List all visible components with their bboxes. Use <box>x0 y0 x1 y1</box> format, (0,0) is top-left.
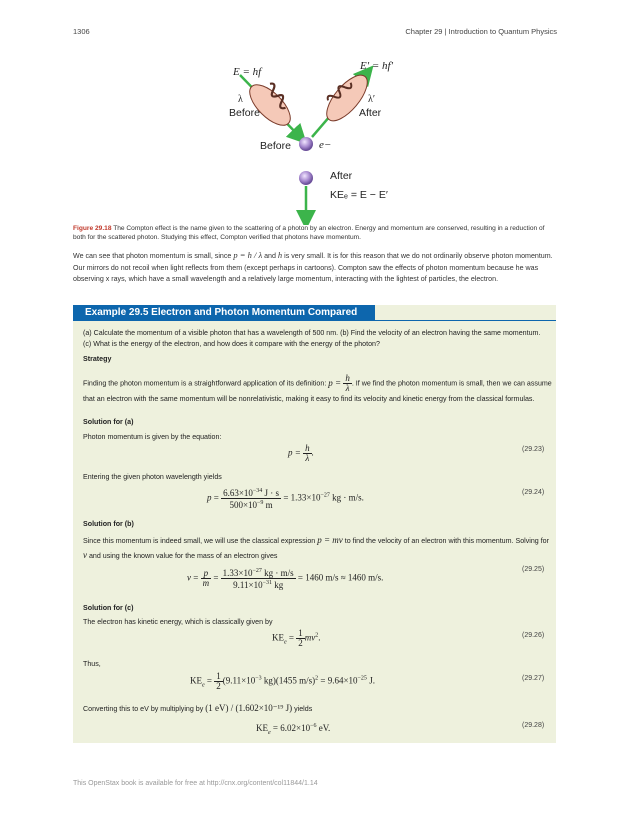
solution-a-text-2: Entering the given photon wavelength yields <box>83 473 222 481</box>
example-title: Example 29.5 Electron and Photon Momentum Compared <box>73 305 375 321</box>
electron-before <box>299 137 313 151</box>
equation-29-26: $KE_e$ = $\frac{1}{2}$ $mv^2$. <box>272 628 321 648</box>
strategy-formula: p = $\frac{h}{\lambda}$ <box>328 373 350 393</box>
eqnum-29-24: (29.24) <box>522 489 545 496</box>
para-math-2: h <box>277 250 283 260</box>
solution-c-text-3 <box>83 703 312 715</box>
eqnum-29-27: (29.27) <box>522 675 545 682</box>
para-text-1: We can see that photon momentum is small, since <box>73 252 234 260</box>
para-text-3: is very small. It is for this reason that we do not ordinarily observe photon momentum. Our mirrors do not recoil when light reflects from them (except perhaps in cartoons). Compton saw the effects of photon momentum because he was observing x rays, which have a small wavelength and a relatively large momentum, interacting with the lightest of particles, the electron. <box>73 252 553 283</box>
sol-c-text-3b: yields <box>292 705 313 713</box>
strategy-heading: Strategy <box>83 355 112 363</box>
sol-b-text-3: and using the known value for the mass of an electron gives <box>87 552 278 560</box>
sol-c-conversion: (1 eV) / (1.602×10⁻¹⁹ J) <box>205 703 293 713</box>
solution-c-text-1: The electron has kinetic energy, which is classically given by <box>83 618 273 626</box>
sol-b-text-2: to find the velocity of an electron with this momentum. Solving for <box>342 537 549 545</box>
label-electron: e− <box>319 139 332 151</box>
solution-c-text-2: Thus, <box>83 660 101 668</box>
equation-29-23: p = $\frac{h}{\lambda}$ . <box>288 443 314 463</box>
caption-text: The Compton effect is the name given to the scattering of a photon by an electron. Energy and momentum are conserved, resulting in a reduction of both for the scattered photon. Studying this effect, Compton verified that photons have momentum. <box>73 225 545 241</box>
caption-label: Figure 29.18 <box>73 225 112 232</box>
solution-a-heading: Solution for (a) <box>83 418 134 426</box>
label-before-photon: Before <box>229 107 260 119</box>
label-after-electron: After <box>330 170 353 182</box>
page-footer: This OpenStax book is available for free at http://cnx.org/content/col11844/1.14 <box>73 780 318 787</box>
para-math-1: p = h / λ <box>233 250 263 260</box>
page-number: 1306 <box>73 27 90 36</box>
equation-29-25: v = $\frac{p}{m}$ = $\frac{1.33\times 10^{-27} kg \cdot m/s}{9.11\times 10^{-31} kg}$ = 1460 m/s ≈ 1460 m/s. <box>187 568 384 590</box>
equation-29-28: $KE_e = 6.02\times 10^{-6}$ eV. <box>256 723 331 736</box>
para-text-2: and <box>262 252 278 260</box>
solution-c-heading: Solution for (c) <box>83 604 134 612</box>
body-paragraph <box>73 250 558 286</box>
sol-b-text-1: Since this momentum is indeed small, we will use the classical expression <box>83 537 318 545</box>
label-lambda-prime: λ′ <box>368 94 376 105</box>
figure-caption <box>73 224 558 242</box>
label-after-photon: After <box>359 107 382 119</box>
strategy-text-2: . If we find the photon momentum is small, then we can assume that an electron with the same momentum will be nonrelativistic, making it easy to find its velocity and kinetic energy from the classical formulas. <box>83 379 552 403</box>
label-energy-incoming: E = hf <box>233 66 262 78</box>
sol-b-math-1: p = mv <box>317 535 343 545</box>
eqnum-29-23: (29.23) <box>522 446 545 453</box>
sol-b-math-2: v <box>83 550 87 560</box>
label-before-electron: Before <box>260 140 291 152</box>
label-lambda: λ <box>238 94 243 105</box>
equation-29-24: p = $\frac{6.63\times 10^{-34} J \cdot s}{500\times 10^{-9} m}$ = $1.33\times 10^{-27}$ kg · m/s. <box>207 488 364 510</box>
running-header: Chapter 29 | Introduction to Quantum Physics <box>405 27 557 36</box>
strategy-text <box>83 374 553 405</box>
eqnum-29-26: (29.26) <box>522 632 545 639</box>
eqnum-29-25: (29.25) <box>522 566 545 573</box>
solution-b-heading: Solution for (b) <box>83 520 134 528</box>
example-rule <box>375 320 556 321</box>
label-energy-scattered: E′ = hf′ <box>360 60 394 72</box>
solution-b-text <box>83 533 553 563</box>
eqnum-29-28: (29.28) <box>522 722 545 729</box>
sol-c-text-3a: Converting this to eV by multiplying by <box>83 705 206 713</box>
label-kinetic-energy: KEₑ = E − E′ <box>330 189 388 201</box>
electron-after <box>299 171 313 185</box>
strategy-text-1: Finding the photon momentum is a straightforward application of its definition: <box>83 379 329 388</box>
equation-29-27: $KE_e$ = $\frac{1}{2}$ ($9.11\times 10^{-3}$ kg)(1455 $m/s)^2 = 9.64\times 10^{-25}$ J. <box>190 671 375 691</box>
example-problem: (a) Calculate the momentum of a visible photon that has a wavelength of 500 nm. (b) Find the velocity of an electron having the same momentum. (c) What is the energy of the electron, and how does it compare with the energy of the photon? <box>83 329 541 348</box>
solution-a-text-1: Photon momentum is given by the equation: <box>83 433 222 441</box>
